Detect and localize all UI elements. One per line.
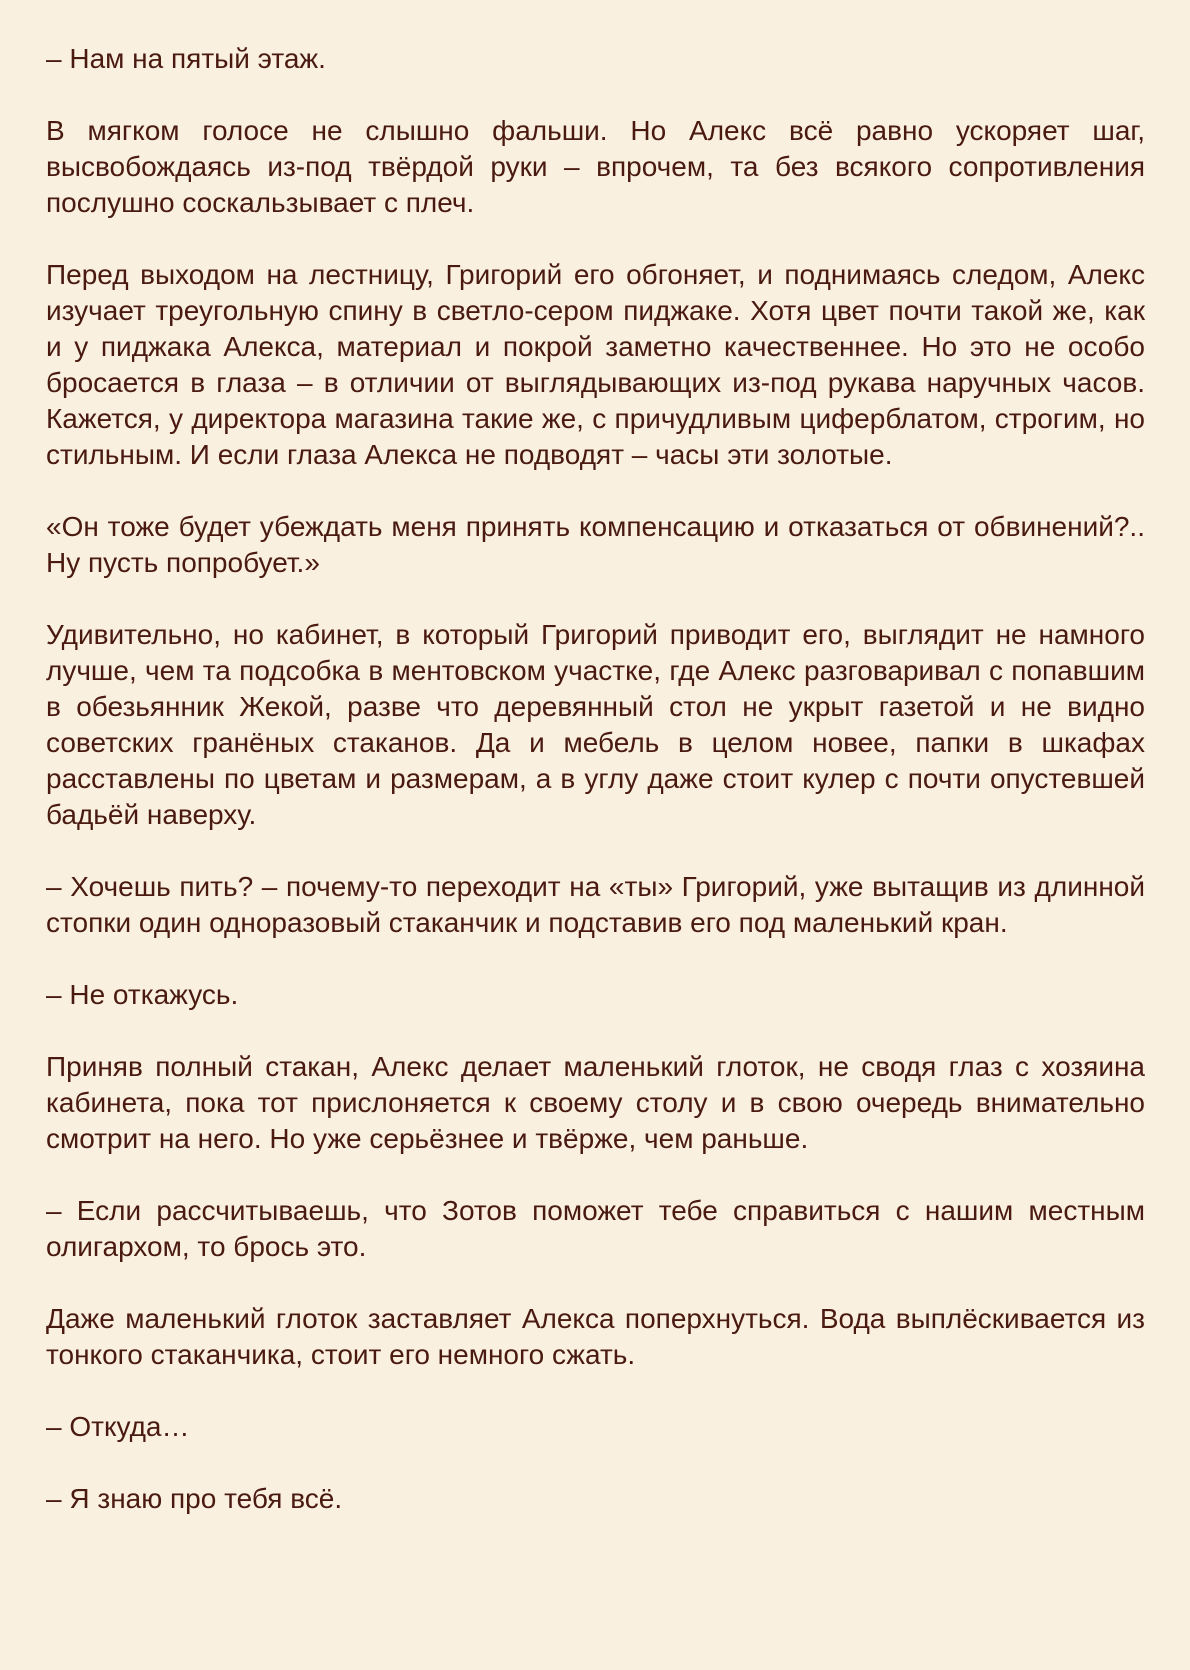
paragraph-2: В мягком голосе не слышно фальши. Но Алекс всё равно ускоряет шаг, высвобождаясь из-под твёрдой руки – впрочем, та без всякого сопротивления послушно соскальзывает с плеч. (46, 115, 1145, 218)
paragraph-5: Удивительно, но кабинет, в который Григорий приводит его, выглядит не намного лучше, чем та подсобка в ментовском участке, где Алекс разговаривал с попавшим в обезьянник Жекой, разве что деревянный стол не укрыт газетой и не видно советских гранёных стаканов. Да и мебель в целом новее, папки в шкафах расставлены по цветам и размерам, а в углу даже стоит кулер с почти опустевшей бадьёй наверху. (46, 619, 1145, 830)
book-page (46, 41, 1145, 1517)
paragraph-8: Приняв полный стакан, Алекс делает маленький глоток, не сводя глаз с хозяина кабинета, пока тот прислоняется к своему столу и в свою очередь внимательно смотрит на него. Но уже серьёзнее и твёрже, чем раньше. (46, 1051, 1145, 1154)
paragraph-9: – Если рассчитываешь, что Зотов поможет тебе справиться с нашим местным олигархом, то брось это. (46, 1195, 1145, 1262)
paragraph-6: – Хочешь пить? – почему-то переходит на «ты» Григорий, уже вытащив из длинной стопки один одноразовый стаканчик и подставив его под маленький кран. (46, 871, 1145, 938)
paragraph-10: Даже маленький глоток заставляет Алекса поперхнуться. Вода выплёскивается из тонкого стаканчика, стоит его немного сжать. (46, 1303, 1145, 1370)
paragraph-4: «Он тоже будет убеждать меня принять компенсацию и отказаться от обвинений?.. Ну пусть попробует.» (46, 511, 1145, 578)
paragraph-3: Перед выходом на лестницу, Григорий его обгоняет, и поднимаясь следом, Алекс изучает треугольную спину в светло-сером пиджаке. Хотя цвет почти такой же, как и у пиджака Алекса, материал и покрой заметно качественнее. Но это не особо бросается в глаза – в отличии от выглядывающих из-под рукава наручных часов. Кажется, у директора магазина такие же, с причудливым циферблатом, строгим, но стильным. И если глаза Алекса не подводят – часы эти золотые. (46, 259, 1145, 470)
paragraph-7: – Не откажусь. (46, 979, 239, 1010)
paragraph-12: – Я знаю про тебя всё. (46, 1483, 343, 1514)
paragraph-11: – Откуда… (46, 1411, 190, 1442)
paragraph-1: – Нам на пятый этаж. (46, 43, 326, 74)
